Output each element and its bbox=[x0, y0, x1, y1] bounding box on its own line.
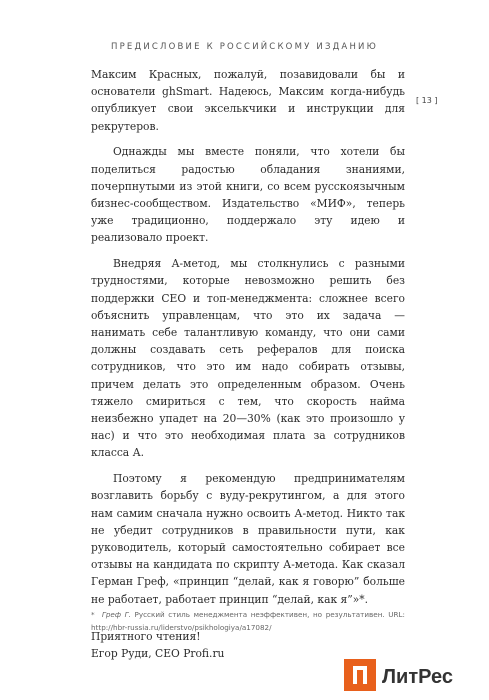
logo-text: ЛитРес bbox=[382, 666, 453, 688]
footnote-text: Русский стиль менеджмента неэффективен, но результативен. URL: http://hbr-russia.ru/liderstvo/psikhologiya/a17082/ bbox=[91, 610, 405, 632]
paragraph-4: Поэтому я рекомендую предпринимателям возглавить борьбу с вуду-рекрутингом, а для этого нам самим сначала нужно освоить А-метод. Никто так не убедит сотрудников в правильности пути, как руководитель, который самостоятельно собирает все отзывы на кандидата по скрипту А-метода. Как сказал Герман Греф, «принцип “делай, как я говорю” больше не работает, работает принцип “делай, как я”»*. bbox=[91, 472, 405, 606]
signature-name: Егор Руди, CEO Profi.ru bbox=[91, 647, 225, 661]
footnote bbox=[91, 608, 405, 634]
signature-closing: Приятного чтения! bbox=[91, 629, 201, 643]
logo-mark bbox=[344, 659, 376, 691]
footnote-marker: * bbox=[91, 610, 95, 619]
page-number: [ 13 ] bbox=[416, 96, 438, 105]
body-text bbox=[91, 66, 405, 662]
paragraph-3: Внедряя А-метод, мы столкнулись с разными трудностями, которые невозможно решить без поддержки CEO и топ-менеджмента: сложнее всего объяснить управленцам, что это их задача — нанимать себе талантливую команду, что они сами должны создавать сеть рефералов для поиска сотрудников, что это им надо собирать отзывы, причем делать это определенным образом. Очень тяжело смириться с тем, что скорость найма неизбежно упадет на 20—30% (как это произошло у нас) и что это необходимая плата за сотрудников класса А. bbox=[91, 257, 405, 460]
footnote-author: Греф Г. bbox=[101, 610, 131, 619]
paragraph-1: Максим Красных, пожалуй, позавидовали бы и основатели ghSmart. Надеюсь, Максим когда-нибудь опубликует свои экселькчики и инструкции для рекрутеров. bbox=[91, 68, 405, 133]
litres-logo bbox=[344, 657, 484, 693]
paragraph-2: Однажды мы вместе поняли, что хотели бы поделиться радостью обладания знаниями, почерпнутыми из этой книги, со всем русскоязычным бизнес-сообществом. Издательство «МИФ», теперь уже традиционно, поддержало эту идею и реализовало проект. bbox=[91, 145, 405, 245]
running-head: ПРЕДИСЛОВИЕ К РОССИЙСКОМУ ИЗДАНИЮ bbox=[111, 42, 378, 52]
